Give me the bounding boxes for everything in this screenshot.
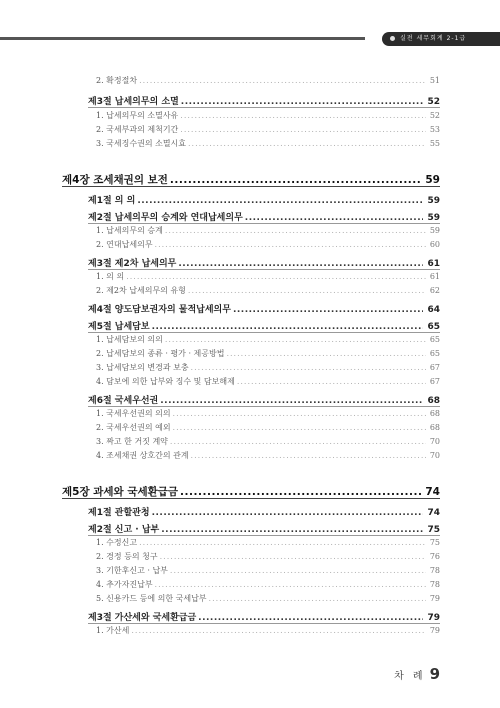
section-underline <box>88 406 440 407</box>
toc-entry <box>96 450 440 461</box>
dot-leader <box>139 538 426 547</box>
toc-section-title: 제3절 제2차 납세의무 <box>88 259 177 269</box>
toc-entry-page: 67 <box>429 377 440 386</box>
dot-leader <box>173 423 426 432</box>
toc-entry-page: 70 <box>429 437 440 446</box>
toc-section-page: 65 <box>427 322 440 332</box>
toc-entry-title: 2. 국세부과의 제척기간 <box>96 125 179 134</box>
toc-entry-title: 2. 납세담보의 종류 · 평가 · 제공방법 <box>96 349 225 358</box>
toc-entry-page: 79 <box>429 594 440 603</box>
toc-section-title: 제3절 가산세와 국세환급금 <box>88 613 197 623</box>
toc-chapter-page: 59 <box>425 174 440 186</box>
toc-entry-page: 51 <box>429 76 440 85</box>
toc-entry <box>96 376 440 387</box>
dot-leader <box>173 409 426 418</box>
toc-entry-title: 1. 가산세 <box>96 626 130 635</box>
toc-entry <box>96 593 440 604</box>
toc-entry-title: 4. 추가자진납부 <box>96 580 153 589</box>
toc-entry-page: 79 <box>429 626 440 635</box>
toc-entry-page: 65 <box>429 335 440 344</box>
dot-leader <box>155 240 426 249</box>
toc-section-title: 제5절 납세담보 <box>88 322 150 332</box>
dot-leader <box>137 196 423 206</box>
header-bar <box>382 32 500 46</box>
toc-entry <box>96 334 440 345</box>
toc-chapter <box>62 172 440 187</box>
toc-entry-title: 2. 확정절차 <box>96 76 138 85</box>
header-rule <box>0 37 365 40</box>
toc-section-page: 61 <box>427 259 440 269</box>
toc-entry-title: 1. 국세우선권의 의의 <box>96 409 171 418</box>
toc-section-title: 제2절 신고 · 납부 <box>88 525 160 535</box>
toc-section-title: 제1절 의 의 <box>88 196 136 206</box>
dot-leader <box>170 566 426 575</box>
toc-section <box>88 522 440 535</box>
toc-section-page: 64 <box>427 305 440 315</box>
dot-leader <box>165 335 426 344</box>
toc-section <box>88 393 440 406</box>
toc-section <box>88 505 440 518</box>
toc-chapter-title: 제4장 조세채권의 보전 <box>62 174 168 186</box>
toc-entry-page: 55 <box>429 139 440 148</box>
dot-leader <box>198 613 423 623</box>
header-title: 실전 세무회계 2-1급 <box>400 35 467 42</box>
toc-entry-page: 65 <box>429 349 440 358</box>
toc-entry <box>96 436 440 447</box>
toc-chapter-title: 제5장 과세와 국세환급금 <box>62 486 179 498</box>
toc-entry-title: 3. 국세징수권의 소멸시효 <box>96 139 186 148</box>
section-underline <box>88 623 440 624</box>
toc-entry-page: 68 <box>429 409 440 418</box>
toc-entry-title: 4. 담보에 의한 납부와 징수 및 담보해제 <box>96 377 235 386</box>
dot-leader <box>191 451 426 460</box>
toc-entry-page: 62 <box>429 286 440 295</box>
dot-leader <box>233 305 424 315</box>
toc-entry-page: 53 <box>429 125 440 134</box>
toc-entry-page: 60 <box>429 240 440 249</box>
section-underline <box>88 535 440 536</box>
toc-section-page: 59 <box>427 196 440 206</box>
toc-entry-title: 2. 국세우선권의 예외 <box>96 423 171 432</box>
toc-entry <box>96 75 440 86</box>
toc-chapter-page: 74 <box>425 486 440 498</box>
toc-entry-title: 1. 납세의무의 소멸사유 <box>96 111 179 120</box>
toc-entry-title: 3. 기한후신고 · 납부 <box>96 566 168 575</box>
toc-entry-title: 3. 짜고 한 거짓 계약 <box>96 437 168 446</box>
section-underline <box>88 223 440 224</box>
toc-entry <box>96 537 440 548</box>
toc-section-page: 68 <box>427 396 440 406</box>
dot-leader <box>131 626 425 635</box>
dot-leader <box>126 272 426 281</box>
toc-entry <box>96 285 440 296</box>
dot-leader <box>161 525 423 535</box>
toc-section <box>88 319 440 332</box>
toc-entry-page: 75 <box>429 538 440 547</box>
toc-section <box>88 610 440 623</box>
toc-section <box>88 302 440 315</box>
toc-chapter <box>62 484 440 499</box>
toc-entry <box>96 239 440 250</box>
toc-section-title: 제6절 국세우선권 <box>88 396 159 406</box>
toc-entry <box>96 579 440 590</box>
toc-entry <box>96 551 440 562</box>
toc-section-title: 제3절 납세의무의 소멸 <box>88 97 179 107</box>
dot-leader <box>188 286 426 295</box>
dot-leader <box>188 139 426 148</box>
toc-entry <box>96 110 440 121</box>
page-footer <box>394 664 440 683</box>
toc-entry <box>96 225 440 236</box>
dot-leader <box>226 349 425 358</box>
dot-leader <box>180 125 426 134</box>
dot-leader <box>170 174 421 186</box>
toc-entry-title: 1. 수정신고 <box>96 538 138 547</box>
toc-section-page: 74 <box>427 508 440 518</box>
chapter-underline <box>62 186 440 187</box>
dot-leader <box>209 594 426 603</box>
dot-leader <box>160 552 426 561</box>
toc-entry-page: 70 <box>429 451 440 460</box>
toc-section-page: 59 <box>427 213 440 223</box>
toc-entry <box>96 138 440 149</box>
toc-entry-page: 78 <box>429 580 440 589</box>
toc-entry <box>96 422 440 433</box>
toc-entry-title: 4. 조세채권 상호간의 관계 <box>96 451 189 460</box>
toc-entry-title: 2. 연대납세의무 <box>96 240 153 249</box>
dot-leader <box>245 213 424 223</box>
section-underline <box>88 269 440 270</box>
dot-leader <box>152 508 424 518</box>
toc-entry-title: 2. 경정 등의 청구 <box>96 552 158 561</box>
toc-entry <box>96 271 440 282</box>
dot-leader <box>237 377 426 386</box>
dot-leader <box>155 580 426 589</box>
toc-entry-title: 1. 의 의 <box>96 272 125 281</box>
toc-entry-page: 68 <box>429 423 440 432</box>
toc-section-title: 제2절 납세의무의 승계와 연대납세의무 <box>88 213 243 223</box>
dot-leader <box>178 259 423 269</box>
toc-entry-title: 1. 납세담보의 의의 <box>96 335 163 344</box>
toc-entry <box>96 124 440 135</box>
toc-section-title: 제1절 관할관청 <box>88 508 150 518</box>
toc-entry-page: 78 <box>429 566 440 575</box>
toc-section <box>88 210 440 223</box>
toc-entry <box>96 362 440 373</box>
toc-entry-page: 67 <box>429 363 440 372</box>
toc-entry <box>96 348 440 359</box>
toc-entry-page: 61 <box>429 272 440 281</box>
chapter-underline <box>62 498 440 499</box>
toc-entry <box>96 565 440 576</box>
toc-section-page: 75 <box>427 525 440 535</box>
toc-section <box>88 193 440 206</box>
toc-section-page: 79 <box>427 613 440 623</box>
section-underline <box>88 332 440 333</box>
toc-entry-page: 76 <box>429 552 440 561</box>
dot-leader <box>160 396 423 406</box>
bullet-icon <box>390 36 395 41</box>
toc-entry-title: 3. 납세담보의 변경과 보충 <box>96 363 189 372</box>
footer-label: 차 례 <box>394 671 426 682</box>
dot-leader <box>139 76 426 85</box>
dot-leader <box>170 437 426 446</box>
toc-entry-title: 5. 신용카드 등에 의한 국세납부 <box>96 594 207 603</box>
page-number: 9 <box>429 665 440 683</box>
toc-entry-page: 52 <box>429 111 440 120</box>
dot-leader <box>180 111 426 120</box>
section-underline <box>88 107 440 108</box>
toc-entry-page: 59 <box>429 226 440 235</box>
toc-entry-title: 2. 제2차 납세의무의 유형 <box>96 286 186 295</box>
toc-section-page: 52 <box>427 97 440 107</box>
toc-entry <box>96 625 440 636</box>
dot-leader <box>165 226 426 235</box>
toc-section-title: 제4절 양도담보권자의 물적납세의무 <box>88 305 231 315</box>
toc-section <box>88 94 440 107</box>
dot-leader <box>180 486 421 498</box>
dot-leader <box>181 97 424 107</box>
dot-leader <box>191 363 426 372</box>
toc-entry-title: 1. 납세의무의 승계 <box>96 226 163 235</box>
toc-section <box>88 256 440 269</box>
dot-leader <box>152 322 424 332</box>
toc-entry <box>96 408 440 419</box>
